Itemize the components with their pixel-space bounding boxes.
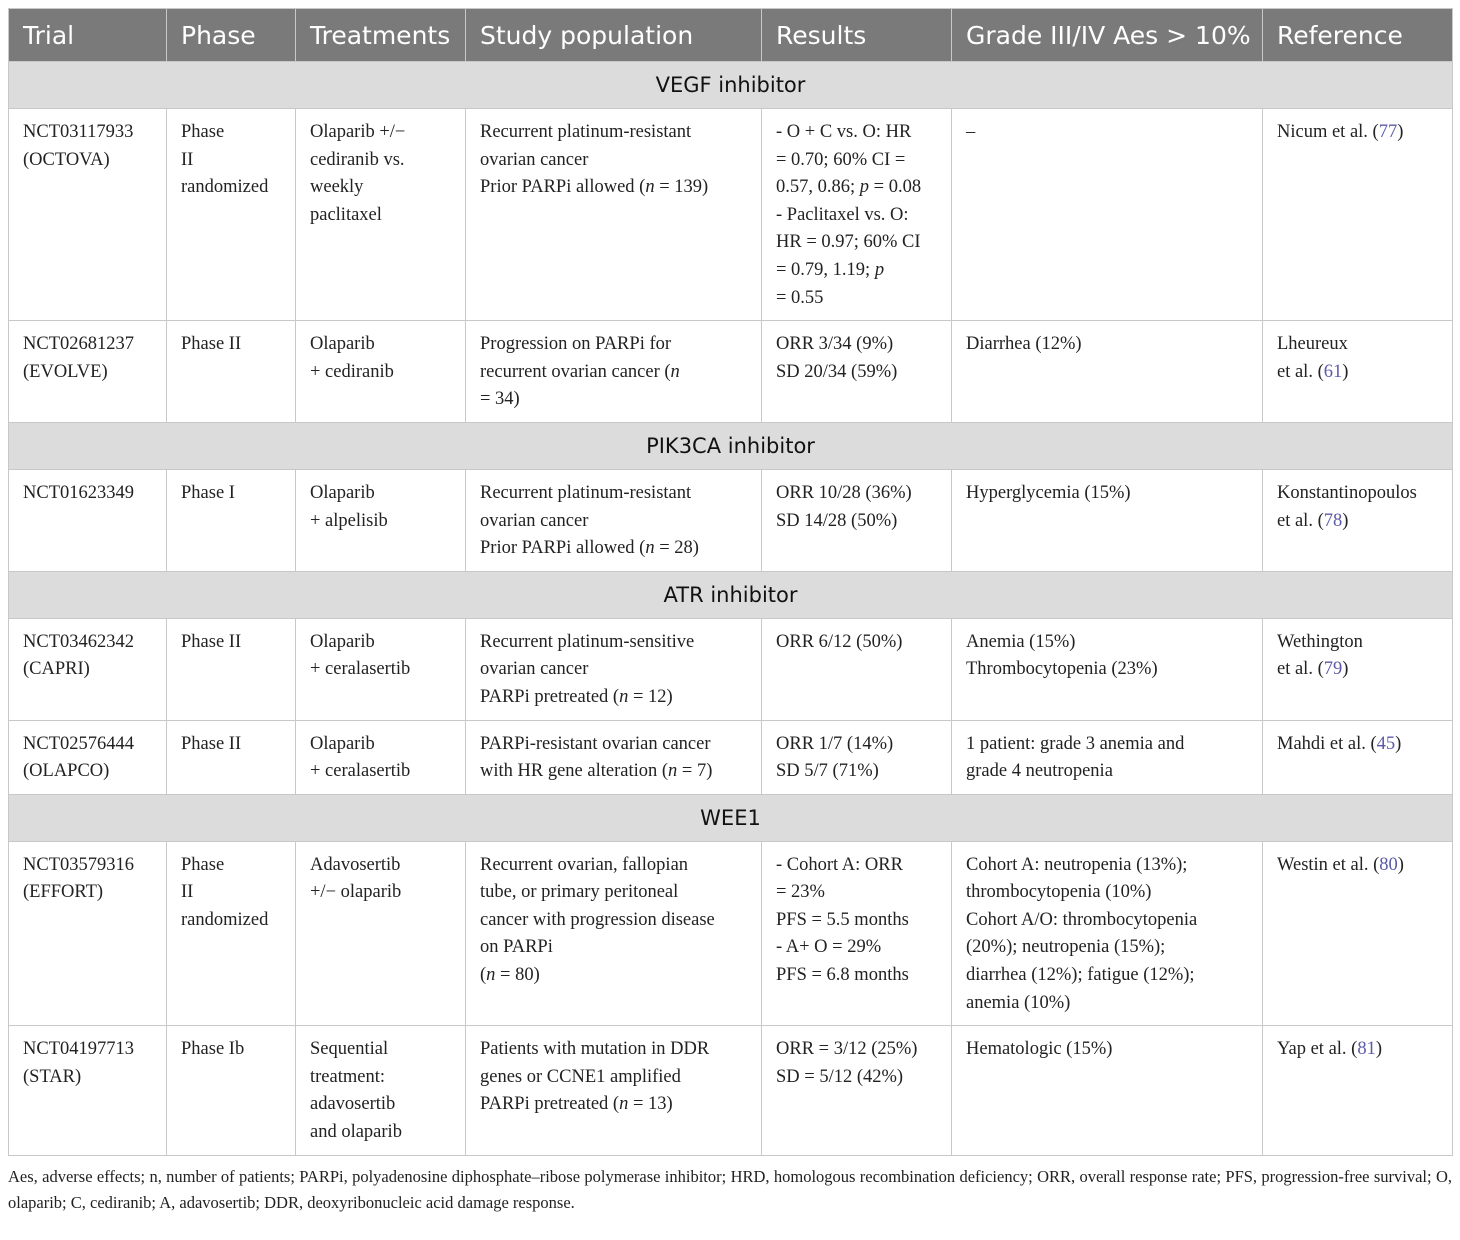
trial-id: NCT02681237	[23, 334, 134, 355]
adverse-effect-line: thrombocytopenia (10%)	[966, 882, 1152, 903]
reference-text: Konstantinopoulos	[1277, 482, 1417, 503]
text-run: cancer with progression disease	[480, 909, 715, 930]
reference-cell	[1263, 1026, 1453, 1155]
section-row	[9, 422, 1453, 469]
population-line	[480, 386, 747, 414]
results-cell	[762, 321, 952, 423]
text-run: genes or CCNE1 amplified	[480, 1066, 681, 1087]
reference-close: )	[1342, 659, 1349, 680]
adverse-effect-line: Hyperglycemia (15%)	[966, 482, 1131, 503]
treatment-text: Sequential	[310, 1039, 389, 1060]
section-row	[9, 62, 1453, 109]
table-footnote: Aes, adverse effects; n, number of patients; PARPi, polyadenosine diphosphate–ribose polymerase inhibitor; HRD, homologous recombination deficiency; ORR, overall response rate; PFS, progression-free survival; O, olaparib; C, cediranib; A, adavosertib; DDR, deoxyribonucleic acid damage response.	[8, 1166, 1452, 1212]
italic-symbol: n	[645, 538, 655, 559]
population-line	[480, 656, 747, 684]
population-line	[480, 480, 747, 508]
section-title: PIK3CA inhibitor	[9, 422, 1453, 469]
population-cell	[466, 1026, 762, 1155]
trial-cell	[9, 618, 167, 720]
section-row	[9, 794, 1453, 841]
treatment-text: + ceralasertib	[310, 659, 411, 680]
phase-text: randomized	[181, 177, 269, 198]
trial-id: NCT04197713	[23, 1039, 134, 1060]
reference-close: )	[1342, 361, 1349, 382]
results-line	[776, 147, 937, 175]
population-line	[480, 758, 747, 786]
population-line	[480, 147, 747, 175]
text-run: HR = 0.97; 60% CI	[776, 232, 921, 253]
treatments-cell	[296, 618, 466, 720]
reference-cell	[1263, 618, 1453, 720]
text-run: = 7)	[677, 761, 713, 782]
table-row	[9, 321, 1453, 423]
section-title: VEGF inhibitor	[9, 62, 1453, 109]
text-run: (	[480, 965, 487, 986]
italic-symbol: n	[670, 361, 680, 382]
population-line	[480, 684, 747, 712]
adverse-effects-cell	[952, 1026, 1263, 1155]
trials-table	[8, 8, 1453, 1156]
text-run: PFS = 6.8 months	[776, 965, 909, 986]
reference-line	[1277, 331, 1438, 359]
text-run: - A+ O = 29%	[776, 937, 882, 958]
phase-cell	[167, 321, 296, 423]
table-body	[9, 62, 1453, 1156]
text-run: - Cohort A: ORR	[776, 854, 903, 875]
trial-id: NCT02576444	[23, 733, 134, 754]
text-run: ORR = 3/12 (25%)	[776, 1039, 918, 1060]
reference-line	[1277, 508, 1438, 536]
reference-number[interactable]: 80	[1379, 854, 1398, 875]
results-line	[776, 174, 937, 202]
reference-close: )	[1397, 854, 1404, 875]
italic-symbol: n	[486, 965, 496, 986]
reference-number[interactable]: 79	[1323, 659, 1343, 680]
reference-close: )	[1342, 510, 1349, 531]
results-line	[776, 480, 937, 508]
text-run: = 0.79, 1.19;	[776, 259, 875, 280]
population-cell	[466, 618, 762, 720]
population-line	[480, 852, 747, 880]
reference-number[interactable]: 45	[1376, 733, 1396, 754]
table-row	[9, 469, 1453, 571]
reference-number[interactable]: 61	[1323, 361, 1343, 382]
phase-text: Phase II	[181, 334, 242, 355]
text-run: SD = 5/12 (42%)	[776, 1066, 904, 1087]
phase-text: II	[181, 882, 194, 903]
treatment-text: treatment:	[310, 1066, 385, 1087]
treatment-text: paclitaxel	[310, 204, 382, 225]
results-line	[776, 285, 937, 313]
text-run: Progression on PARPi for	[480, 334, 672, 355]
population-cell	[466, 841, 762, 1026]
treatment-text: + cediranib	[310, 361, 394, 382]
treatment-text: Olaparib	[310, 334, 375, 355]
results-line	[776, 119, 937, 147]
phase-text: Phase	[181, 854, 225, 875]
population-line	[480, 934, 747, 962]
results-line	[776, 934, 937, 962]
treatment-text: weekly	[310, 177, 364, 198]
results-line	[776, 508, 937, 536]
reference-cell	[1263, 720, 1453, 794]
population-line	[480, 731, 747, 759]
reference-text: Mahdi et al. (	[1277, 733, 1377, 754]
phase-cell	[167, 109, 296, 321]
text-run: Recurrent platinum-resistant	[480, 122, 692, 142]
results-line	[776, 359, 937, 387]
text-run: PARPi pretreated (	[480, 1094, 620, 1115]
reference-cell	[1263, 469, 1453, 571]
header-row	[9, 9, 1453, 62]
reference-cell	[1263, 841, 1453, 1026]
treatment-text: Olaparib	[310, 733, 375, 754]
text-run: = 0.70; 60% CI =	[776, 149, 906, 170]
trial-cell	[9, 1026, 167, 1155]
results-line	[776, 629, 937, 657]
trial-id: NCT01623349	[23, 482, 134, 503]
reference-text: et al. (	[1277, 659, 1324, 680]
reference-number[interactable]: 78	[1323, 510, 1343, 531]
population-cell	[466, 469, 762, 571]
trial-id: (EFFORT)	[23, 882, 104, 903]
phase-text: Phase II	[181, 733, 242, 754]
section-title: ATR inhibitor	[9, 571, 1453, 618]
text-run: 0.57, 0.86;	[776, 177, 860, 198]
reference-line	[1277, 656, 1438, 684]
adverse-effect-line: anemia (10%)	[966, 992, 1071, 1013]
treatment-text: + ceralasertib	[310, 761, 411, 782]
trial-id: NCT03462342	[23, 631, 134, 652]
text-run: - Paclitaxel vs. O:	[776, 204, 909, 225]
italic-symbol: p	[874, 259, 885, 280]
text-run: Recurrent ovarian, fallopian	[480, 854, 689, 875]
text-run: = 80)	[495, 965, 540, 986]
text-run: Recurrent platinum-resistant	[480, 482, 692, 503]
treatment-text: Olaparib	[310, 631, 375, 652]
trial-cell	[9, 109, 167, 321]
trial-id: (OLAPCO)	[23, 761, 110, 782]
trial-cell	[9, 720, 167, 794]
adverse-effects-cell	[952, 720, 1263, 794]
population-line	[480, 174, 747, 202]
treatments-cell	[296, 109, 466, 321]
italic-symbol: p	[859, 177, 870, 198]
results-line	[776, 257, 937, 285]
table-figure	[8, 8, 1452, 1216]
phase-cell	[167, 720, 296, 794]
reference-close: )	[1397, 122, 1404, 142]
col-header-study-population: Study population	[466, 9, 762, 62]
phase-text: Phase II	[181, 631, 242, 652]
text-run: = 28)	[654, 538, 699, 559]
population-line	[480, 1064, 747, 1092]
population-line	[480, 1036, 747, 1064]
reference-close: )	[1375, 1039, 1383, 1060]
trial-id: (OCTOVA)	[23, 149, 110, 170]
results-cell	[762, 720, 952, 794]
section-row	[9, 571, 1453, 618]
treatments-cell	[296, 1026, 466, 1155]
phase-text: Phase I	[181, 482, 235, 503]
col-header-treatments: Treatments	[296, 9, 466, 62]
results-cell	[762, 469, 952, 571]
section-title: WEE1	[9, 794, 1453, 841]
phase-text: II	[181, 149, 194, 170]
reference-close: )	[1395, 733, 1402, 754]
text-run: = 13)	[628, 1094, 673, 1115]
population-line	[480, 879, 747, 907]
results-line	[776, 758, 937, 786]
text-run: SD 5/7 (71%)	[776, 761, 879, 782]
text-run: PFS = 5.5 months	[776, 909, 909, 930]
population-line	[480, 962, 747, 990]
text-run: Recurrent platinum-sensitive	[480, 631, 695, 652]
adverse-effect-line: grade 4 neutropenia	[966, 761, 1113, 782]
treatment-text: Olaparib +/−	[310, 122, 406, 142]
reference-text: et al. (	[1277, 510, 1324, 531]
text-run: ORR 10/28 (36%)	[776, 482, 912, 503]
reference-line	[1277, 359, 1438, 387]
text-run: ORR 1/7 (14%)	[776, 733, 894, 754]
reference-line	[1277, 480, 1438, 508]
col-header-phase: Phase	[167, 9, 296, 62]
table-row	[9, 618, 1453, 720]
reference-text: et al. (	[1277, 361, 1324, 382]
treatment-text: + alpelisib	[310, 510, 388, 531]
text-run: - O + C vs. O: HR	[776, 122, 912, 142]
adverse-effects-cell	[952, 321, 1263, 423]
population-line	[480, 359, 747, 387]
text-run: ovarian cancer	[480, 149, 589, 170]
results-line	[776, 229, 937, 257]
treatment-text: and olaparib	[310, 1122, 402, 1143]
population-cell	[466, 109, 762, 321]
reference-line	[1277, 852, 1438, 880]
trial-id: NCT03117933	[23, 122, 134, 142]
population-line	[480, 119, 747, 147]
adverse-effect-line: diarrhea (12%); fatigue (12%);	[966, 965, 1195, 986]
trial-id: (STAR)	[23, 1066, 82, 1087]
text-run: Patients with mutation in DDR	[480, 1039, 710, 1060]
trial-id: (EVOLVE)	[23, 361, 108, 382]
text-run: ovarian cancer	[480, 510, 589, 531]
text-run: = 12)	[628, 686, 673, 707]
treatment-text: +/− olaparib	[310, 882, 402, 903]
results-line	[776, 731, 937, 759]
phase-text: Phase	[181, 122, 225, 142]
text-run: = 0.55	[776, 287, 824, 308]
italic-symbol: n	[668, 761, 678, 782]
reference-cell	[1263, 109, 1453, 321]
text-run: tube, or primary peritoneal	[480, 882, 679, 903]
population-line	[480, 1091, 747, 1119]
col-header-adverse-effects: Grade III/IV Aes > 10%	[952, 9, 1263, 62]
italic-symbol: n	[645, 177, 655, 198]
reference-line	[1277, 629, 1438, 657]
text-run: = 34)	[480, 389, 520, 410]
table-row	[9, 841, 1453, 1026]
adverse-effect-line: 1 patient: grade 3 anemia and	[966, 733, 1185, 754]
reference-line	[1277, 119, 1438, 147]
population-line	[480, 629, 747, 657]
population-line	[480, 907, 747, 935]
adverse-effects-cell	[952, 469, 1263, 571]
adverse-effect-line: Cohort A/O: thrombocytopenia	[966, 909, 1198, 930]
reference-cell	[1263, 321, 1453, 423]
results-cell	[762, 109, 952, 321]
text-run: = 23%	[776, 882, 825, 903]
adverse-effect-line: Thrombocytopenia (23%)	[966, 659, 1158, 680]
treatments-cell	[296, 469, 466, 571]
results-line	[776, 1064, 937, 1092]
adverse-effects-cell	[952, 618, 1263, 720]
reference-text: Wethington	[1277, 631, 1363, 652]
results-line	[776, 852, 937, 880]
text-run: recurrent ovarian cancer (	[480, 361, 671, 382]
table-row	[9, 109, 1453, 321]
treatments-cell	[296, 720, 466, 794]
reference-text: Lheureux	[1277, 334, 1348, 355]
adverse-effects-cell	[952, 109, 1263, 321]
results-cell	[762, 1026, 952, 1155]
italic-symbol: n	[619, 1094, 629, 1115]
text-run: on PARPi	[480, 937, 553, 958]
trial-cell	[9, 841, 167, 1026]
population-line	[480, 535, 747, 563]
reference-line	[1277, 731, 1438, 759]
reference-number[interactable]: 77	[1378, 122, 1398, 142]
text-run: PARPi-resistant ovarian cancer	[480, 733, 711, 754]
population-cell	[466, 321, 762, 423]
population-line	[480, 508, 747, 536]
results-line	[776, 202, 937, 230]
text-run: with HR gene alteration (	[480, 761, 669, 782]
phase-cell	[167, 841, 296, 1026]
population-cell	[466, 720, 762, 794]
treatment-text: Adavosertib	[310, 854, 401, 875]
col-header-results: Results	[762, 9, 952, 62]
treatment-text: adavosertib	[310, 1094, 396, 1115]
text-run: = 0.08	[869, 177, 922, 198]
text-run: ORR 3/34 (9%)	[776, 334, 894, 355]
treatment-text: Olaparib	[310, 482, 375, 503]
reference-line	[1277, 1036, 1438, 1064]
text-run: Prior PARPi allowed (	[480, 538, 646, 559]
treatments-cell	[296, 321, 466, 423]
adverse-effects-cell	[952, 841, 1263, 1026]
adverse-effect-line: Cohort A: neutropenia (13%);	[966, 854, 1188, 875]
adverse-effect-line: Anemia (15%)	[966, 631, 1076, 652]
phase-cell	[167, 1026, 296, 1155]
results-line	[776, 1036, 937, 1064]
treatments-cell	[296, 841, 466, 1026]
table-row	[9, 720, 1453, 794]
italic-symbol: n	[619, 686, 629, 707]
text-run: ovarian cancer	[480, 659, 589, 680]
results-line	[776, 962, 937, 990]
results-cell	[762, 841, 952, 1026]
text-run: SD 14/28 (50%)	[776, 510, 898, 531]
trial-id: NCT03579316	[23, 854, 134, 875]
results-line	[776, 331, 937, 359]
reference-text: Westin et al. (	[1277, 854, 1380, 875]
phase-text: Phase Ib	[181, 1039, 245, 1060]
reference-number[interactable]: 81	[1357, 1039, 1376, 1060]
adverse-effect-line: –	[966, 122, 976, 142]
text-run: ORR 6/12 (50%)	[776, 631, 903, 652]
results-cell	[762, 618, 952, 720]
adverse-effect-line: (20%); neutropenia (15%);	[966, 937, 1166, 958]
adverse-effect-line: Diarrhea (12%)	[966, 334, 1082, 355]
results-line	[776, 907, 937, 935]
reference-text: Yap et al. (	[1277, 1039, 1358, 1060]
results-line	[776, 879, 937, 907]
phase-cell	[167, 618, 296, 720]
population-line	[480, 331, 747, 359]
trial-cell	[9, 321, 167, 423]
phase-cell	[167, 469, 296, 571]
reference-text: Nicum et al. (	[1277, 122, 1379, 142]
phase-text: randomized	[181, 909, 269, 930]
text-run: PARPi pretreated (	[480, 686, 620, 707]
trial-id: (CAPRI)	[23, 659, 90, 680]
col-header-trial: Trial	[9, 9, 167, 62]
col-header-reference: Reference	[1263, 9, 1453, 62]
trial-cell	[9, 469, 167, 571]
text-run: Prior PARPi allowed (	[480, 177, 646, 198]
treatment-text: cediranib vs.	[310, 149, 405, 170]
text-run: SD 20/34 (59%)	[776, 361, 898, 382]
table-row	[9, 1026, 1453, 1155]
adverse-effect-line: Hematologic (15%)	[966, 1039, 1113, 1060]
text-run: = 139)	[654, 177, 709, 198]
